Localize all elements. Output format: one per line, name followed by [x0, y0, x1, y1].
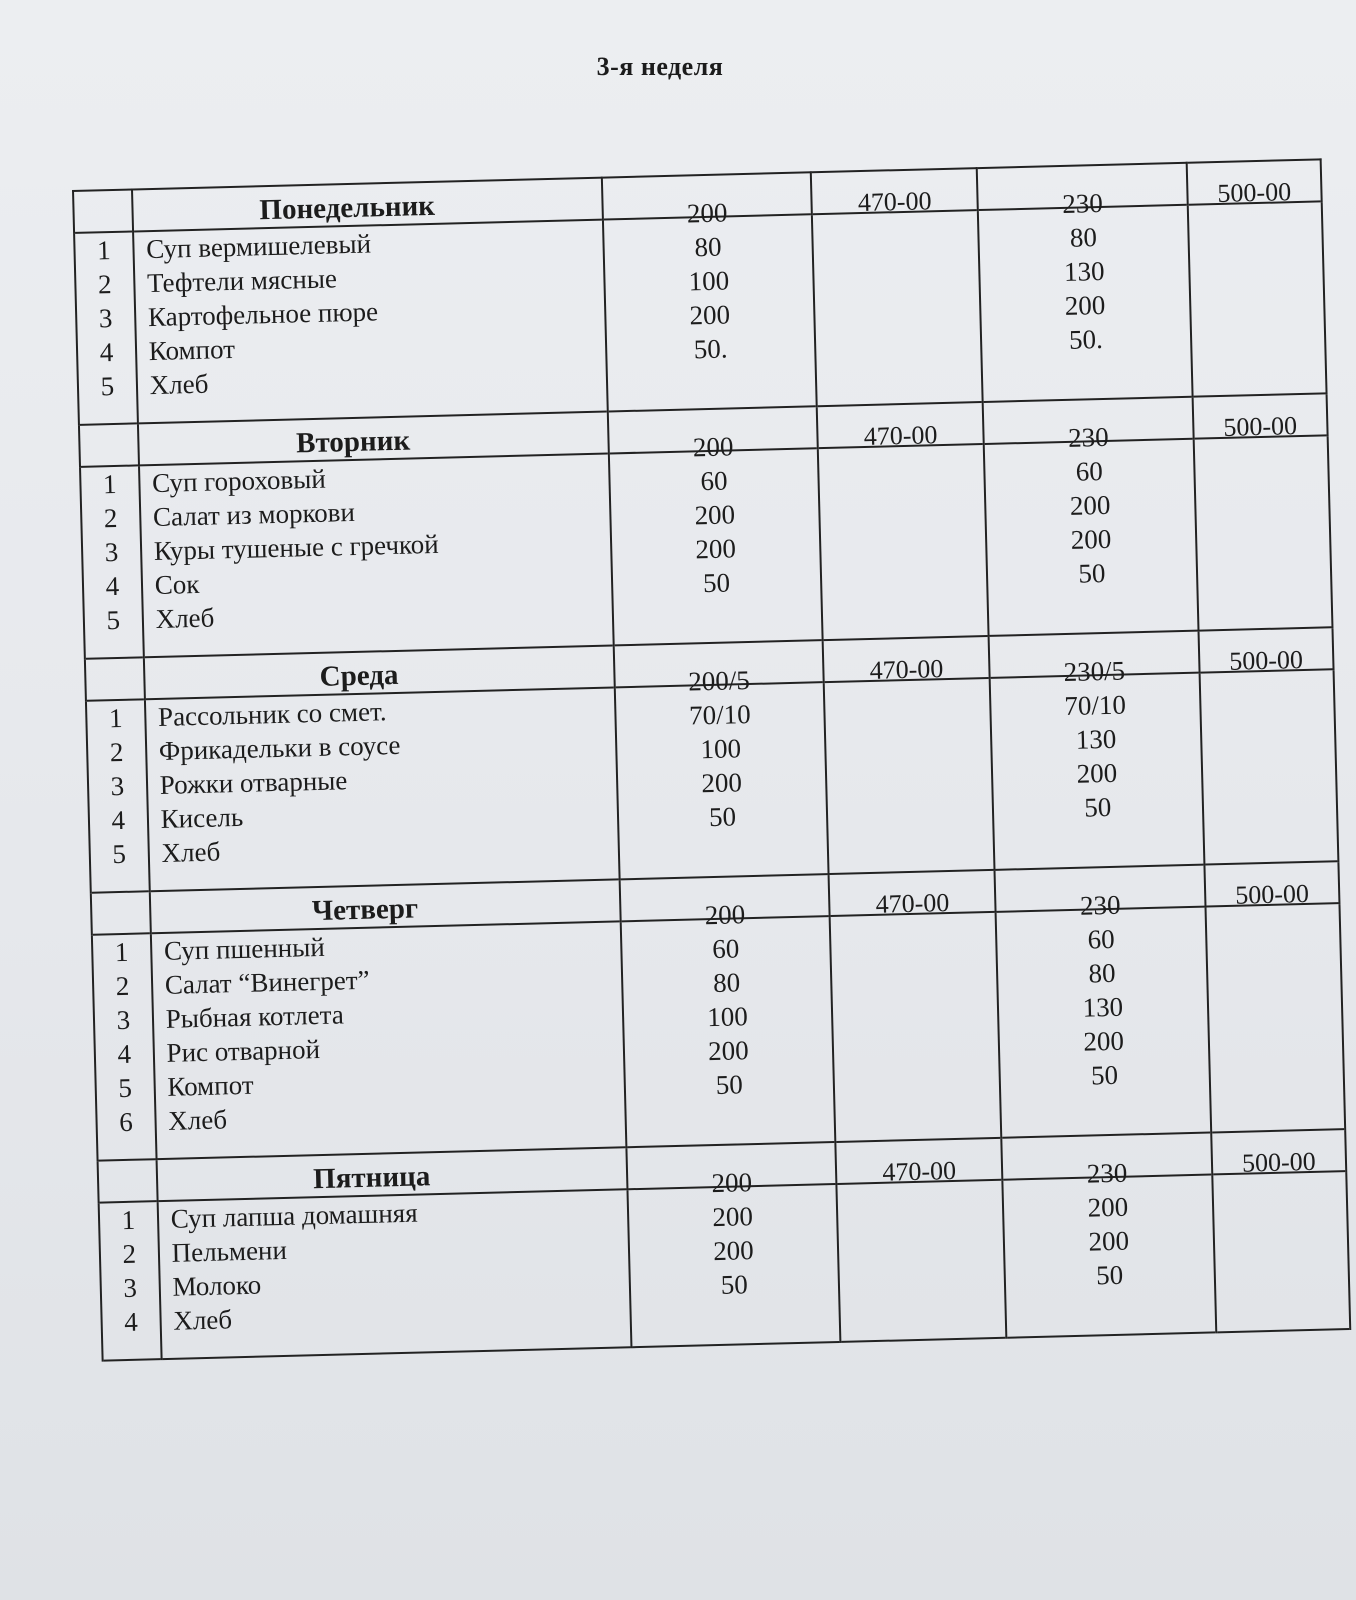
item-number: 3 — [123, 1272, 138, 1304]
portion-weight-2: 50 — [1095, 1259, 1124, 1291]
price-2: 500-00 — [1217, 177, 1292, 209]
dish-name: Сок — [154, 568, 200, 601]
item-number: 1 — [108, 702, 123, 734]
portion-weight-1: 50. — [693, 333, 728, 365]
item-number-cell — [80, 465, 144, 658]
portion-weight-2: 230 — [1061, 187, 1104, 219]
price-1-cell — [824, 654, 994, 874]
day-num-cell — [85, 657, 145, 700]
menu-table-body — [73, 159, 1350, 1360]
weight-1-cell — [627, 1167, 841, 1347]
price-1: 470-00 — [857, 186, 932, 218]
portion-weight-1: 200 — [711, 1201, 754, 1233]
portion-weight-1: 50 — [715, 1069, 744, 1100]
menu-table — [72, 158, 1351, 1361]
item-number: 2 — [109, 736, 124, 768]
dish-name: Кисель — [160, 801, 244, 834]
menu-table-wrapper — [72, 158, 1351, 1361]
day-items-row — [92, 903, 1345, 1161]
dish-name: Хлеб — [155, 602, 215, 635]
portion-weight-2: 230 — [1086, 1157, 1128, 1189]
price-2-cell — [1212, 1146, 1350, 1332]
dish-name: Суп лапша домашняя — [170, 1197, 418, 1234]
weight-1-cell — [602, 197, 817, 411]
dish-name: Компот — [167, 1069, 254, 1102]
portion-weight-1: 100 — [688, 265, 730, 297]
day-name: Пятница — [156, 1147, 627, 1201]
portion-weight-1: 50 — [720, 1269, 749, 1300]
price-2-cell — [1205, 878, 1345, 1132]
portion-weight-2: 130 — [1082, 991, 1124, 1023]
portion-weight-1: 200 — [712, 1235, 755, 1267]
portion-weight-1: 200 — [694, 499, 736, 531]
dish-name: Фрикадельки в соусе — [158, 729, 401, 766]
portion-weight-2: 200 — [1076, 757, 1118, 789]
dish-name: Компот — [148, 333, 236, 367]
dish-name: Пельмени — [171, 1234, 288, 1268]
dish-name-cell — [151, 921, 626, 1159]
dish-name: Салат из моркови — [152, 496, 356, 533]
portion-weight-2: 60 — [1075, 456, 1104, 487]
dish-name-cell — [139, 454, 614, 658]
item-number-cell — [92, 933, 156, 1160]
item-number: 1 — [114, 936, 129, 968]
portion-weight-1: 80 — [694, 231, 722, 263]
weight-1-cell — [614, 665, 829, 879]
item-number: 6 — [118, 1106, 134, 1138]
portion-weight-1: 100 — [700, 733, 742, 765]
portion-weight-2: 50 — [1077, 557, 1106, 589]
price-2-cell — [1199, 645, 1338, 864]
weight-1-cell — [608, 431, 823, 645]
item-number: 4 — [117, 1038, 132, 1070]
item-number: 3 — [110, 770, 125, 802]
item-number: 4 — [105, 570, 120, 602]
price-1-cell — [830, 888, 1001, 1142]
portion-weight-1: 70/10 — [688, 698, 752, 731]
price-1-cell — [818, 420, 988, 640]
price-1: 470-00 — [882, 1155, 957, 1187]
day-items-row — [80, 435, 1332, 659]
item-number: 2 — [122, 1238, 137, 1270]
portion-weight-2: 130 — [1063, 255, 1105, 287]
dish-name-cell — [133, 220, 608, 424]
item-number: 5 — [117, 1072, 133, 1104]
dish-name: Рожки отварные — [159, 765, 348, 800]
portion-weight-1: 200 — [711, 1167, 753, 1199]
price-2: 500-00 — [1223, 411, 1298, 442]
day-name: Понедельник — [132, 178, 603, 232]
price-2-cell — [1193, 411, 1332, 630]
price-1-cell — [812, 186, 982, 406]
item-number: 3 — [116, 1004, 131, 1036]
item-number: 1 — [121, 1204, 136, 1236]
portion-weight-2: 70/10 — [1064, 689, 1127, 722]
portion-weight-2: 200 — [1088, 1225, 1130, 1257]
portion-weight-2: 60 — [1087, 923, 1115, 955]
item-number: 4 — [99, 337, 114, 368]
item-number: 1 — [96, 235, 112, 266]
portion-weight-2: 80 — [1069, 222, 1098, 253]
weight-2-cell — [990, 655, 1205, 870]
dish-name: Хлеб — [161, 836, 221, 868]
dish-name: Тефтели мясные — [146, 263, 338, 299]
portion-weight-2: 200 — [1069, 489, 1111, 521]
price-1-cell — [837, 1155, 1007, 1342]
item-number: 5 — [106, 604, 121, 636]
weight-2-cell — [978, 187, 1193, 402]
item-number: 4 — [111, 804, 126, 836]
day-name: Четверг — [149, 879, 620, 933]
portion-weight-1: 50 — [708, 801, 737, 833]
dish-name: Картофельное пюре — [147, 296, 379, 333]
portion-weight-1: 200 — [707, 1035, 750, 1067]
item-number: 2 — [97, 269, 112, 300]
item-number: 1 — [102, 468, 117, 500]
dish-name-cell — [157, 1189, 631, 1359]
portion-weight-1: 50 — [702, 567, 731, 599]
portion-weight-1: 200 — [704, 899, 746, 931]
item-number-cell — [86, 699, 150, 892]
dish-name: Салат “Винегрет” — [164, 964, 370, 1000]
price-1: 470-00 — [875, 888, 950, 919]
portion-weight-1: 60 — [711, 933, 740, 965]
dish-name: Куры тушеные с гречкой — [153, 528, 439, 567]
portion-weight-2: 130 — [1075, 723, 1117, 755]
day-num-cell — [79, 423, 139, 466]
dish-name: Суп гороховый — [151, 463, 327, 499]
dish-name: Молоко — [172, 1269, 262, 1302]
weight-1-cell — [620, 899, 835, 1147]
day-num-cell — [73, 189, 133, 232]
dish-name: Рис отварной — [166, 1034, 321, 1068]
dish-name: Суп вермишелевый — [145, 228, 372, 265]
dish-name: Рассольник со смет. — [157, 696, 387, 732]
weight-2-cell — [996, 889, 1211, 1138]
day-num-cell — [91, 891, 151, 934]
item-number: 2 — [103, 502, 118, 534]
item-number: 5 — [100, 371, 115, 402]
dish-name: Хлеб — [167, 1104, 228, 1136]
portion-weight-2: 200 — [1064, 289, 1106, 321]
dish-name: Хлеб — [172, 1304, 233, 1336]
day-items-row — [99, 1171, 1351, 1361]
item-number: 3 — [98, 303, 113, 334]
item-number: 4 — [123, 1306, 139, 1338]
dish-name: Суп пшенный — [163, 931, 326, 966]
portion-weight-2: 50 — [1083, 791, 1112, 823]
item-number-cell — [74, 231, 138, 424]
dish-name-cell — [145, 687, 620, 891]
portion-weight-1: 200 — [692, 431, 734, 463]
portion-weight-1: 60 — [700, 465, 728, 497]
day-items-row — [74, 201, 1326, 425]
dish-name: Хлеб — [149, 368, 209, 401]
price-1: 470-00 — [863, 420, 938, 452]
item-number: 2 — [115, 970, 130, 1002]
portion-weight-2: 230 — [1079, 889, 1121, 921]
item-number: 5 — [112, 838, 127, 870]
portion-weight-2: 50. — [1068, 323, 1104, 355]
price-2: 500-00 — [1228, 645, 1304, 676]
portion-weight-2: 200 — [1083, 1025, 1125, 1057]
portion-weight-1: 200 — [689, 299, 731, 331]
portion-weight-2: 50 — [1090, 1059, 1119, 1091]
weight-2-cell — [984, 421, 1199, 636]
item-number-cell — [99, 1201, 162, 1360]
day-name: Среда — [144, 645, 615, 699]
portion-weight-2: 80 — [1088, 957, 1116, 989]
day-items-row — [86, 669, 1338, 893]
portion-weight-1: 200 — [695, 533, 737, 565]
portion-weight-2: 200 — [1070, 523, 1112, 555]
dish-name: Рыбная котлета — [165, 999, 345, 1034]
portion-weight-1: 100 — [706, 1001, 749, 1033]
portion-weight-1: 200/5 — [687, 665, 751, 697]
day-name: Вторник — [138, 412, 609, 466]
portion-weight-2: 200 — [1087, 1191, 1129, 1223]
day-num-cell — [98, 1159, 158, 1202]
weight-2-cell — [1002, 1157, 1216, 1337]
portion-weight-1: 200 — [700, 767, 743, 799]
page-title: 3-я неделя — [596, 52, 724, 81]
price-1: 470-00 — [869, 654, 944, 685]
price-2: 500-00 — [1241, 1146, 1317, 1178]
portion-weight-2: 230/5 — [1063, 655, 1126, 688]
price-2: 500-00 — [1234, 878, 1310, 910]
portion-weight-2: 230 — [1067, 421, 1110, 453]
item-number: 3 — [104, 536, 119, 568]
portion-weight-1: 80 — [712, 967, 741, 999]
price-2-cell — [1187, 177, 1326, 396]
portion-weight-1: 200 — [686, 197, 728, 229]
